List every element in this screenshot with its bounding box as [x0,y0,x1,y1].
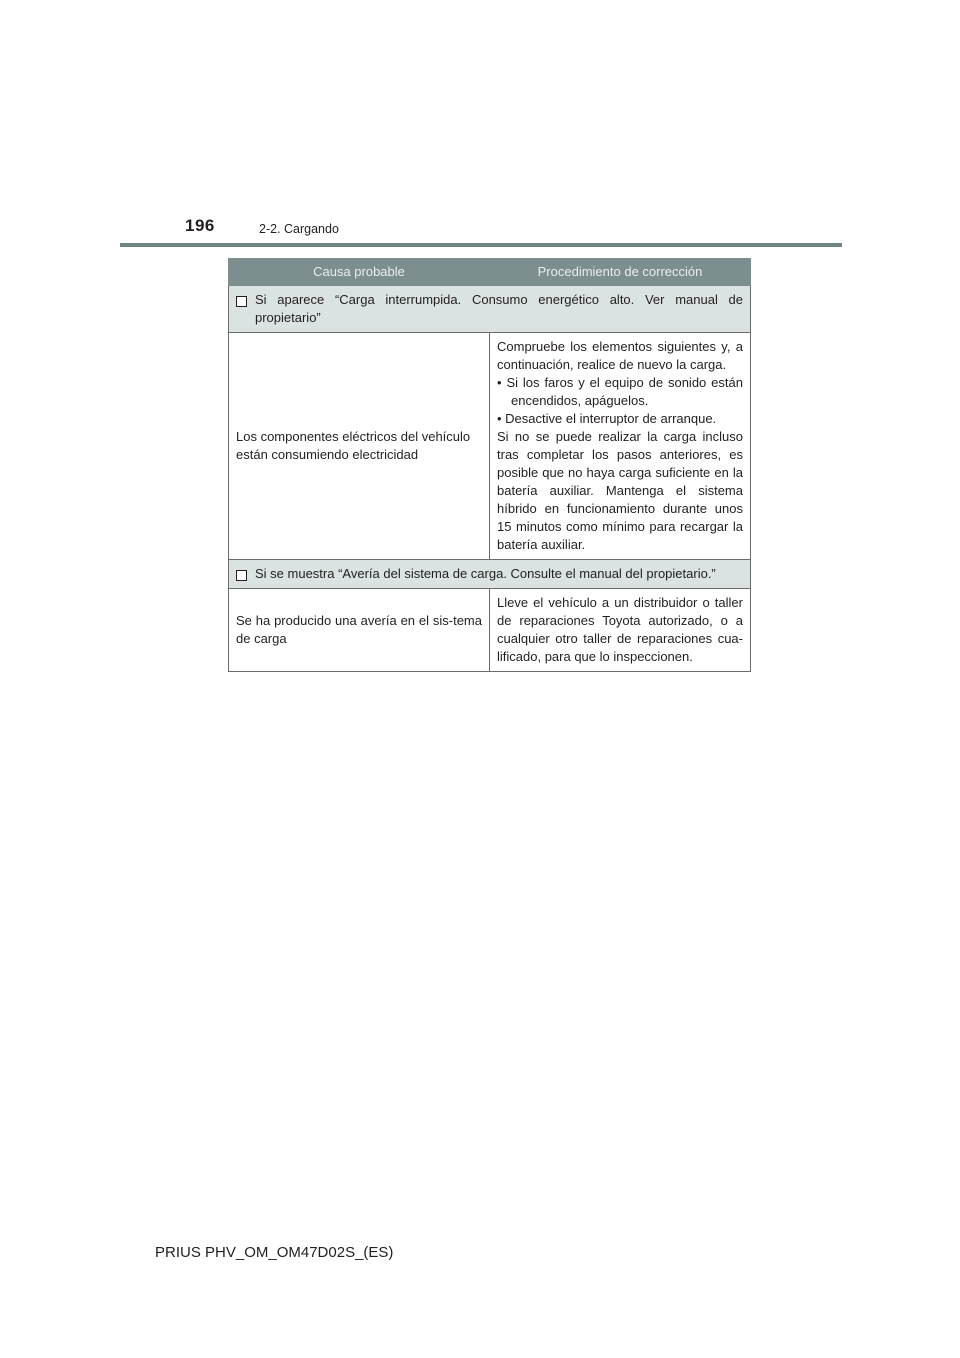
checkbox-icon [236,296,247,307]
procedure-bullet: • Si los faros y el equipo de sonido están encendidos, apáguelos. [497,375,743,408]
table-row [229,333,751,560]
group-title-cell [229,286,751,333]
column-header-cause: Causa probable [229,259,490,286]
cause-text: Los componentes eléctricos del vehículo están consumiendo electricidad [236,429,471,462]
cause-text: Se ha producido una avería en el sis-tema de carga [236,613,482,646]
header-rule [120,243,842,247]
troubleshooting-table [228,258,751,672]
group-title: Si aparece “Carga interrumpida. Consumo energético alto. Ver manual de propietario” [255,292,743,325]
group-title: Si se muestra “Avería del sistema de carga. Consulte el manual del propietario.” [255,566,716,581]
section-title: 2-2. Cargando [259,222,339,236]
procedure-text: Lleve el vehículo a un distribuidor o taller de reparaciones Toyota autorizado, o a cualquier otro taller de reparaciones cua-lificado, para que lo inspeccionen. [497,595,743,664]
document-code: PRIUS PHV_OM_OM47D02S_(ES) [155,1244,394,1261]
procedure-outro: Si no se puede realizar la carga incluso tras completar los pasos anteriores, es posible que no haya carga suficiente en la batería auxiliar. Mantenga el sistema híbrido en funcionamiento durante unos 15 minutos como mínimo para recargar la batería auxiliar. [497,429,743,552]
group-row [229,286,751,333]
procedure-cell [490,589,751,672]
procedure-bullet: • Desactive el interruptor de arranque. [497,411,717,426]
procedure-intro: Compruebe los elementos siguientes y, a continuación, realice de nuevo la carga. [497,339,743,372]
procedure-cell [490,333,751,560]
page-number: 196 [185,216,215,235]
cause-cell [229,589,490,672]
column-header-procedure: Procedimiento de corrección [490,259,751,286]
checkbox-icon [236,570,247,581]
table-header-row [229,259,751,286]
group-row [229,560,751,589]
cause-cell [229,333,490,560]
table-row [229,589,751,672]
group-title-cell [229,560,751,589]
